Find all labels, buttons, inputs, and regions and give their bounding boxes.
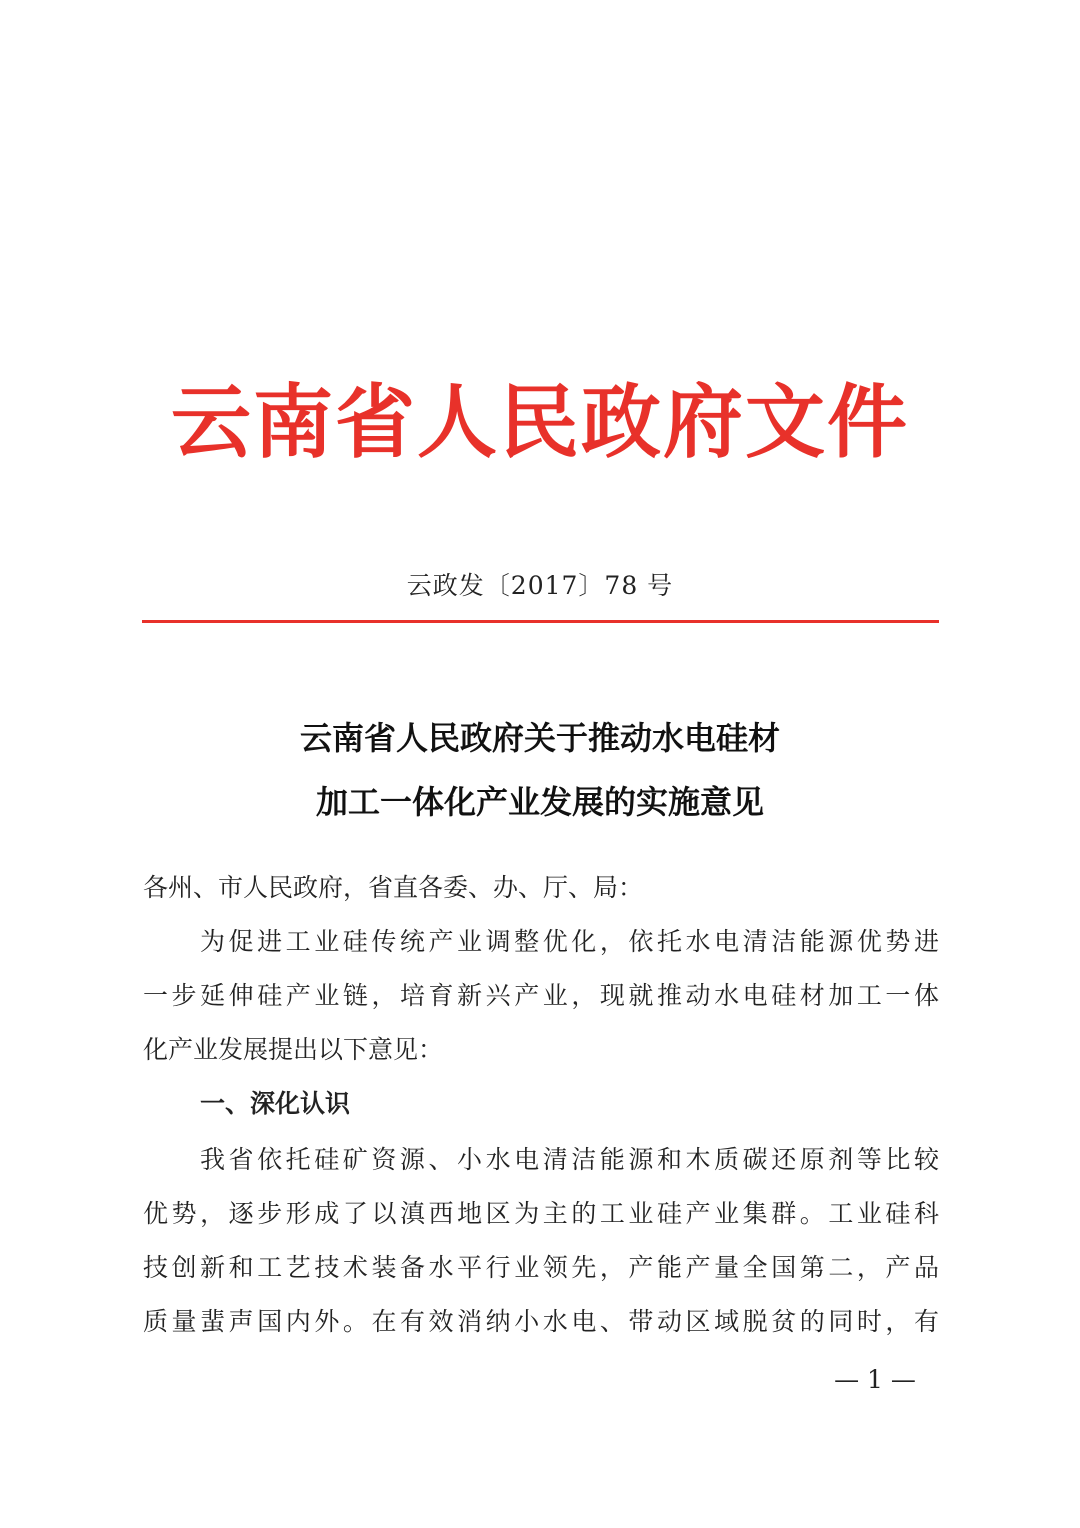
section-paragraph-line: 技创新和工艺技术装备水平行业领先，产能产量全国第二，产品	[143, 1253, 939, 1282]
document-title-line-1: 云南省人民政府关于推动水电硅材	[299, 719, 780, 757]
intro-paragraph-line: 化产业发展提出以下意见：	[143, 1035, 444, 1064]
section-paragraph-line: 优势，逐步形成了以滇西地区为主的工业硅产业集群。工业硅科	[143, 1199, 939, 1228]
intro-paragraph-line: 为促进工业硅传统产业调整优化，依托水电清洁能源优势进	[200, 927, 939, 956]
page-number: — 1 —	[834, 1365, 916, 1394]
issuer-title: 云南省人民政府文件	[171, 375, 909, 469]
addressee: 各州、市人民政府，省直各委、办、厅、局：	[143, 873, 644, 902]
section-paragraph-line: 质量蜚声国内外。在有效消纳小水电、带动区域脱贫的同时，有	[143, 1307, 939, 1336]
section-paragraph-line: 我省依托硅矿资源、小水电清洁能源和木质碳还原剂等比较	[200, 1145, 939, 1174]
intro-paragraph-line: 一步延伸硅产业链，培育新兴产业，现就推动水电硅材加工一体	[143, 981, 939, 1010]
document-title-line-2: 加工一体化产业发展的实施意见	[315, 783, 764, 821]
red-divider-line	[142, 620, 939, 623]
document-number: 云政发〔2017〕78 号	[406, 571, 674, 600]
section-heading: 一、深化认识	[200, 1089, 351, 1118]
